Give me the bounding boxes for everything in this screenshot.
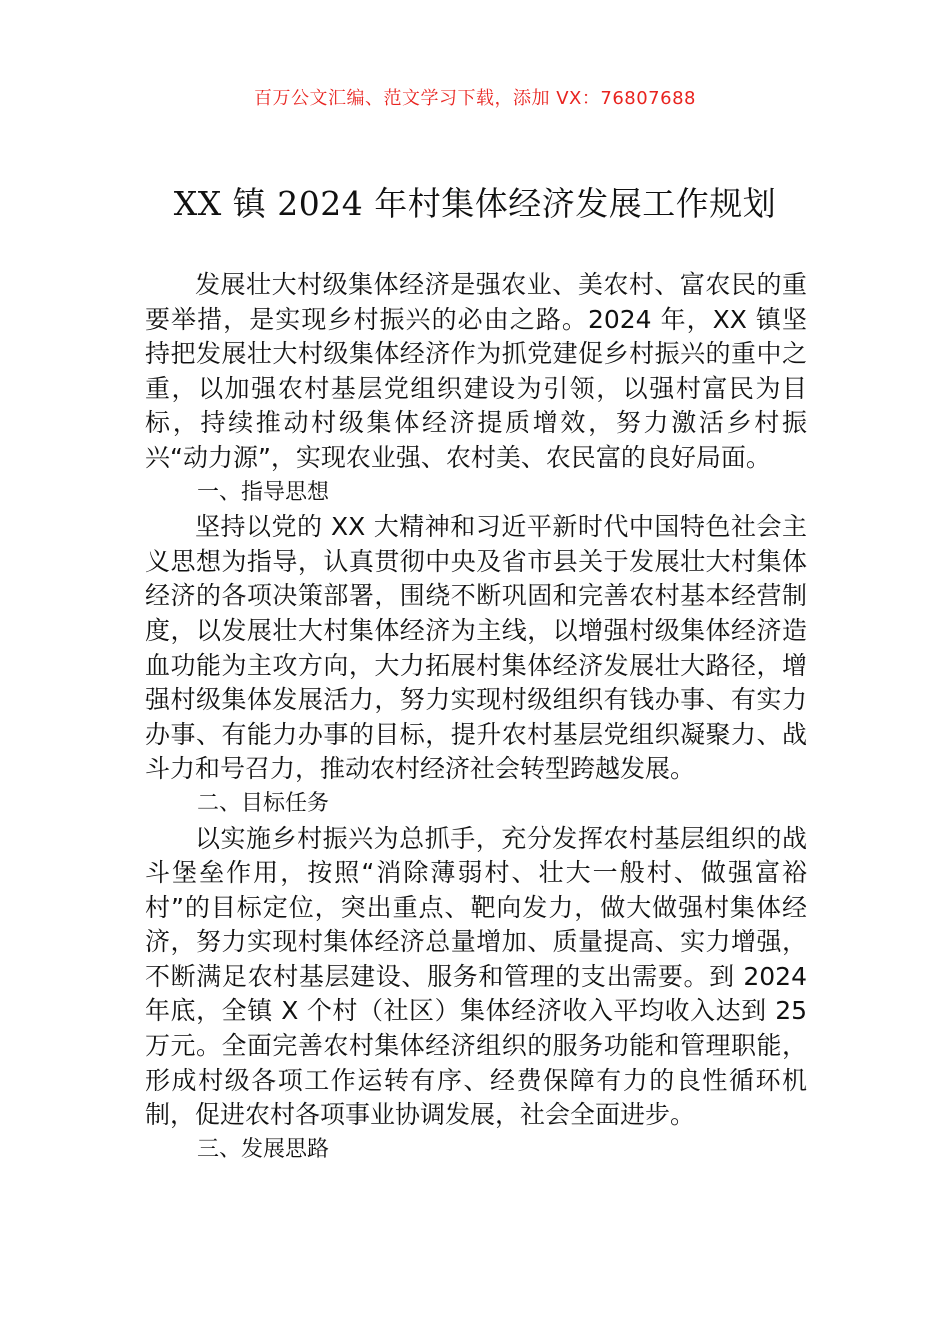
section-paragraph-goals-tasks: 以实施乡村振兴为总抓手，充分发挥农村基层组织的战斗堡垒作用，按照“消除薄弱村、壮大一般村、做强富裕村”的目标定位，突出重点、靶向发力，做大做强村集体经济，努力实现村集体经济总量增加、质量提高、实力增强，不断满足农村基层建设、服务和管理的支出需要。到 2024 年底，全镇 X 个村（社区）集体经济收入平均收入达到 25 万元。全面完善农村集体经济组织的服务功能和管理职能，形成村级各项工作运转有序、经费保障有力的良性循环机制，促进农村各项事业协调发展，社会全面进步。 xyxy=(145,823,807,1130)
header-note: 百万公文汇编、范文学习下载，添加 VX：76807688 xyxy=(254,88,696,109)
document-body xyxy=(145,268,807,1167)
intro-paragraph: 发展壮大村级集体经济是强农业、美农村、富农民的重要举措，是实现乡村振兴的必由之路。2024 年，XX 镇坚持把发展壮大村级集体经济作为抓党建促乡村振兴的重中之重，以加强农村基层党组织建设为引领，以强村富民为目标，持续推动村级集体经济提质增效，努力激活乡村振兴“动力源”，实现农业强、农村美、农民富的良好局面。 xyxy=(145,270,807,472)
section-heading-development-ideas: 三、发展思路 xyxy=(197,1136,330,1162)
section-paragraph-guiding-ideology: 坚持以党的 XX 大精神和习近平新时代中国特色社会主义思想为指导，认真贯彻中央及省市县关于发展壮大村集体经济的各项决策部署，围绕不断巩固和完善农村基本经营制度，以发展壮大村集体经济为主线，以增强村级集体经济造血功能为主攻方向，大力拓展村集体经济发展壮大路径，增强村级集体发展活力，努力实现村级组织有钱办事、有实力办事、有能力办事的目标，提升农村基层党组织凝聚力、战斗力和号召力，推动农村经济社会转型跨越发展。 xyxy=(145,512,807,784)
document-title: XX 镇 2024 年村集体经济发展工作规划 xyxy=(173,184,777,223)
section-heading-guiding-ideology: 一、指导思想 xyxy=(197,479,330,505)
section-heading-goals-tasks: 二、目标任务 xyxy=(197,790,330,816)
